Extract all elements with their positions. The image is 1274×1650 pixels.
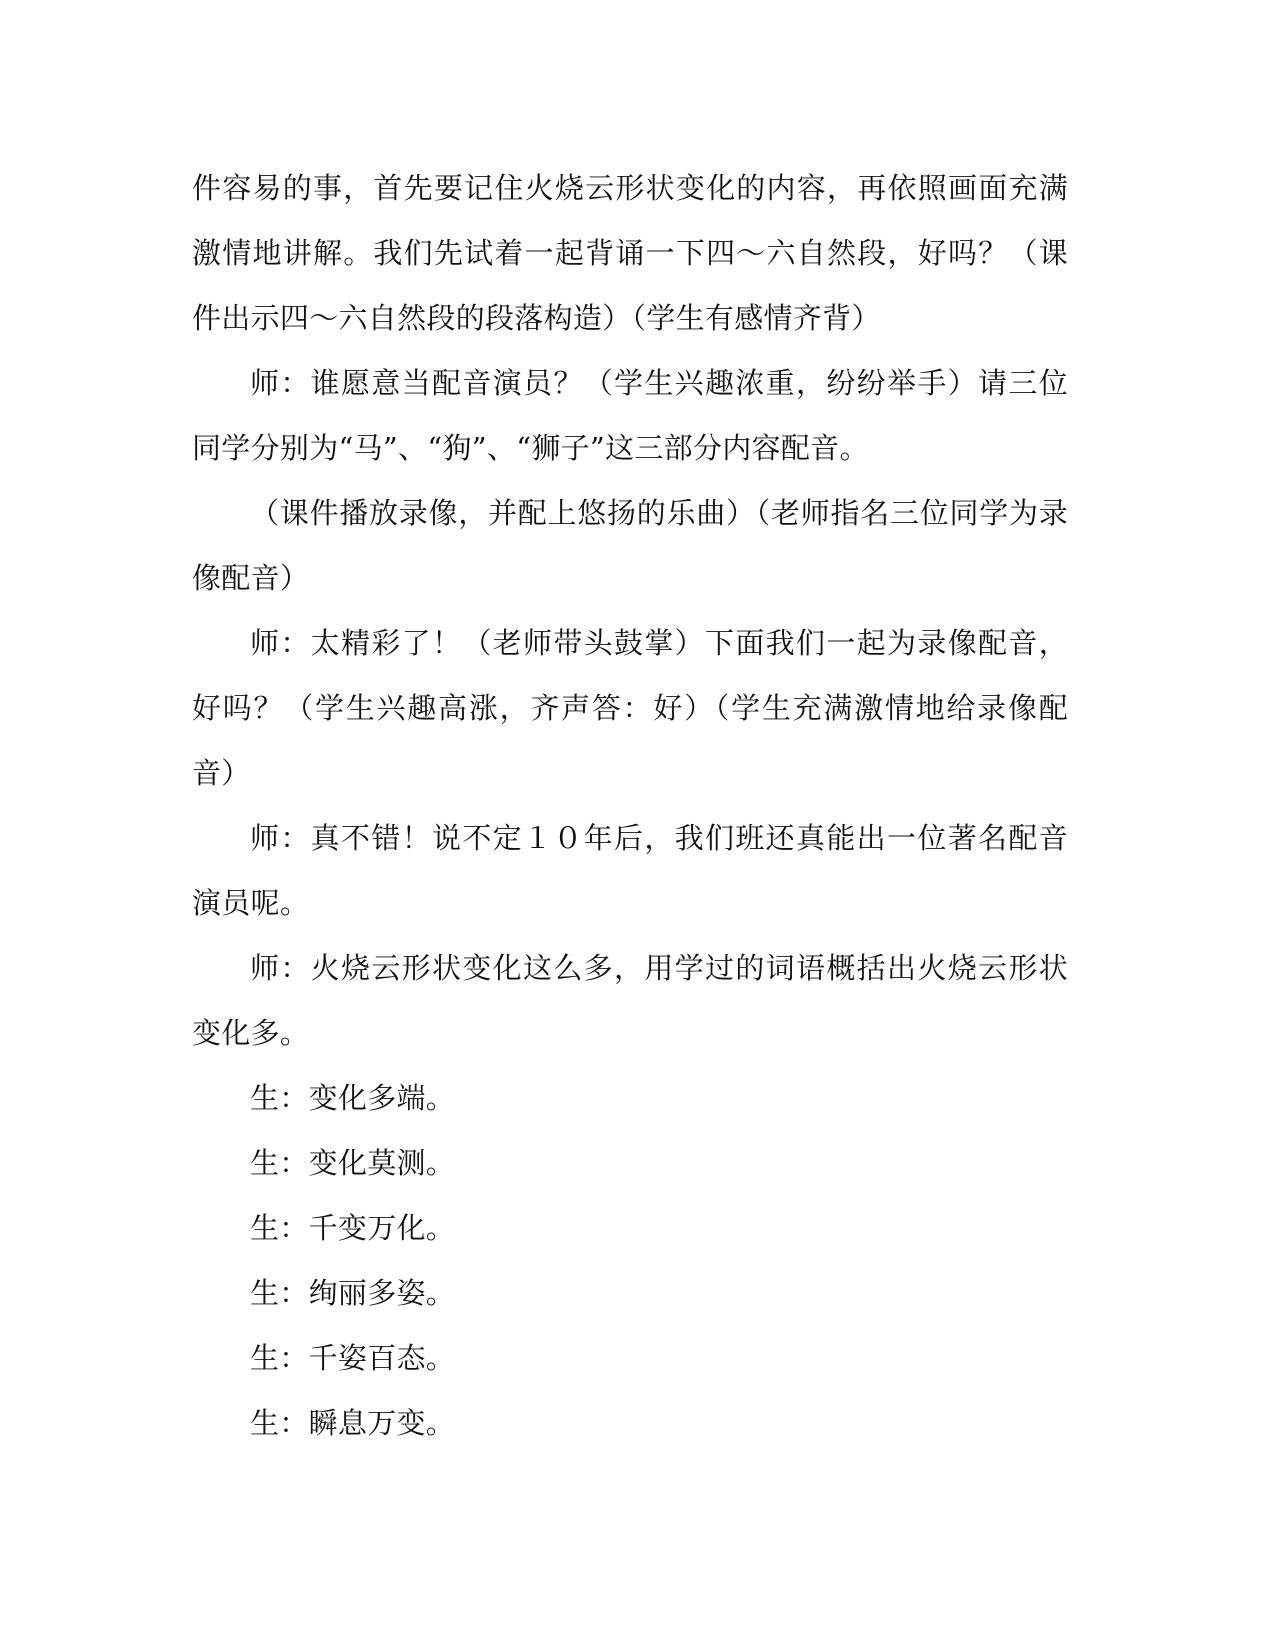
paragraph-4: 师：太精彩了！（老师带头鼓掌）下面我们一起为录像配音，好吗？（学生兴趣高涨，齐声答：好）（学生充满激情地给录像配音） (192, 626, 1068, 790)
paragraph-10: 生：绚丽多姿。 (250, 1276, 456, 1310)
paragraph-3: （课件播放录像，并配上悠扬的乐曲）（老师指名三位同学为录像配音） (192, 496, 1068, 595)
paragraph-7: 生：变化多端。 (250, 1081, 456, 1115)
paragraph-11: 生：千姿百态。 (250, 1341, 456, 1375)
paragraph-2: 师：谁愿意当配音演员？（学生兴趣浓重，纷纷举手）请三位同学分别为“马”、“狗”、“狮子”这三部分内容配音。 (192, 366, 1068, 465)
paragraph-5: 师：真不错！说不定１０年后，我们班还真能出一位著名配音演员呢。 (192, 821, 1068, 920)
paragraph-12: 生：瞬息万变。 (250, 1406, 456, 1440)
paragraph-6: 师：火烧云形状变化这么多，用学过的词语概括出火烧云形状变化多。 (192, 951, 1068, 1050)
paragraph-8: 生：变化莫测。 (250, 1146, 456, 1180)
paragraph-9: 生：千变万化。 (250, 1211, 456, 1245)
document-body (192, 156, 1068, 1456)
paragraph-1: 件容易的事，首先要记住火烧云形状变化的内容，再依照画面充满激情地讲解。我们先试着一起背诵一下四～六自然段，好吗？（课件出示四～六自然段的段落构造）（学生有感情齐背） (192, 171, 1068, 335)
